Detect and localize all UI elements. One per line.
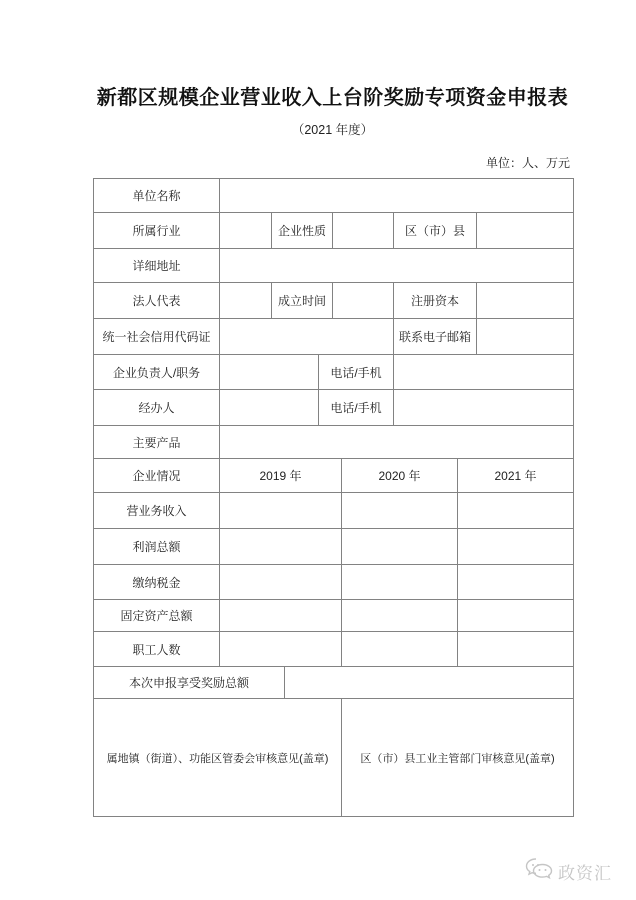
principal-label: 企业负责人/职务 [112, 365, 201, 380]
page-subtitle: （2021 年度） [291, 123, 374, 137]
metric-label: 营业务收入 [126, 504, 187, 518]
founded-label: 成立时间 [271, 283, 332, 318]
principal-phone-value-cell [393, 355, 573, 389]
table-row-metric [94, 631, 573, 666]
unit-name-value-cell [219, 179, 573, 212]
application-form-table [93, 178, 574, 817]
watermark-logo-icon [525, 857, 553, 886]
table-row-products [94, 425, 573, 458]
reward-total-label: 本次申报享受奖励总额 [128, 676, 249, 690]
metric-value-2019 [219, 600, 341, 631]
legal-rep-value-cell [219, 283, 271, 318]
metric-value-2020 [341, 529, 457, 564]
credit-code-label: 统一社会信用代码证 [102, 330, 211, 344]
year-header-2021: 2021 年 [457, 459, 573, 492]
products-value-cell [219, 426, 573, 458]
metric-value-2019 [219, 529, 341, 564]
unit-note: 单位：人、万元 [485, 156, 570, 170]
agent-label: 经办人 [138, 401, 175, 415]
table-row-reward-total [94, 666, 573, 698]
district-value-cell [476, 213, 573, 248]
table-row-agent [94, 389, 573, 425]
capital-value-cell [476, 283, 573, 318]
district-label: 区（市）县 [393, 213, 476, 248]
principal-value-cell [219, 355, 318, 389]
founded-value-cell [332, 283, 393, 318]
capital-label: 注册资本 [393, 283, 476, 318]
metric-value-2019 [219, 565, 341, 599]
nature-label: 企业性质 [271, 213, 332, 248]
reward-total-value-cell [284, 667, 573, 698]
table-row-metric [94, 492, 573, 528]
status-label: 企业情况 [132, 469, 181, 483]
industry-label: 所属行业 [132, 224, 181, 238]
metric-value-2021 [457, 529, 573, 564]
address-value-cell [219, 249, 573, 282]
metric-value-2021 [457, 600, 573, 631]
agent-value-cell [219, 390, 318, 425]
metric-value-2020 [341, 493, 457, 528]
products-label: 主要产品 [132, 435, 181, 450]
town-review-label: 属地镇（街道）、功能区管委会审核意见(盖章) [106, 752, 329, 765]
email-label: 联系电子邮箱 [393, 319, 476, 354]
table-row-legal-rep [94, 282, 573, 318]
metric-value-2020 [341, 632, 457, 666]
metric-value-2021 [457, 565, 573, 599]
table-row-principal [94, 354, 573, 389]
industry-value-cell [219, 213, 271, 248]
credit-code-value-cell [219, 319, 393, 354]
table-row-review [94, 698, 573, 816]
agent-phone-label: 电话/手机 [318, 390, 393, 425]
table-row-industry [94, 212, 573, 248]
metric-label: 职工人数 [132, 642, 181, 657]
nature-value-cell [332, 213, 393, 248]
year-header-2020: 2020 年 [341, 459, 457, 492]
page-title: 新都区规模企业营业收入上台阶奖励专项资金申报表 [96, 87, 569, 109]
metric-value-2019 [219, 493, 341, 528]
metric-label: 利润总额 [132, 540, 181, 554]
metric-value-2020 [341, 600, 457, 631]
table-row-unit-name [94, 179, 573, 212]
table-row-metric [94, 528, 573, 564]
email-value-cell [476, 319, 573, 354]
metric-value-2021 [457, 632, 573, 666]
year-header-2019: 2019 年 [219, 459, 341, 492]
watermark-text: 政资汇 [558, 863, 612, 883]
district-review-label: 区（市）县工业主管部门审核意见(盖章) [341, 699, 573, 816]
legal-rep-label: 法人代表 [132, 294, 181, 308]
principal-phone-label: 电话/手机 [318, 355, 393, 389]
metric-value-2020 [341, 565, 457, 599]
metric-label: 缴纳税金 [132, 575, 181, 590]
table-row-metric [94, 564, 573, 599]
watermark [525, 858, 612, 884]
unit-name-label: 单位名称 [132, 189, 181, 203]
table-row-credit-code [94, 318, 573, 354]
table-row-status-years [94, 458, 573, 492]
table-row-metric [94, 599, 573, 631]
metric-value-2019 [219, 632, 341, 666]
table-row-address [94, 248, 573, 282]
metric-label: 固定资产总额 [120, 609, 193, 623]
metric-value-2021 [457, 493, 573, 528]
address-label: 详细地址 [132, 259, 181, 273]
agent-phone-value-cell [393, 390, 573, 425]
